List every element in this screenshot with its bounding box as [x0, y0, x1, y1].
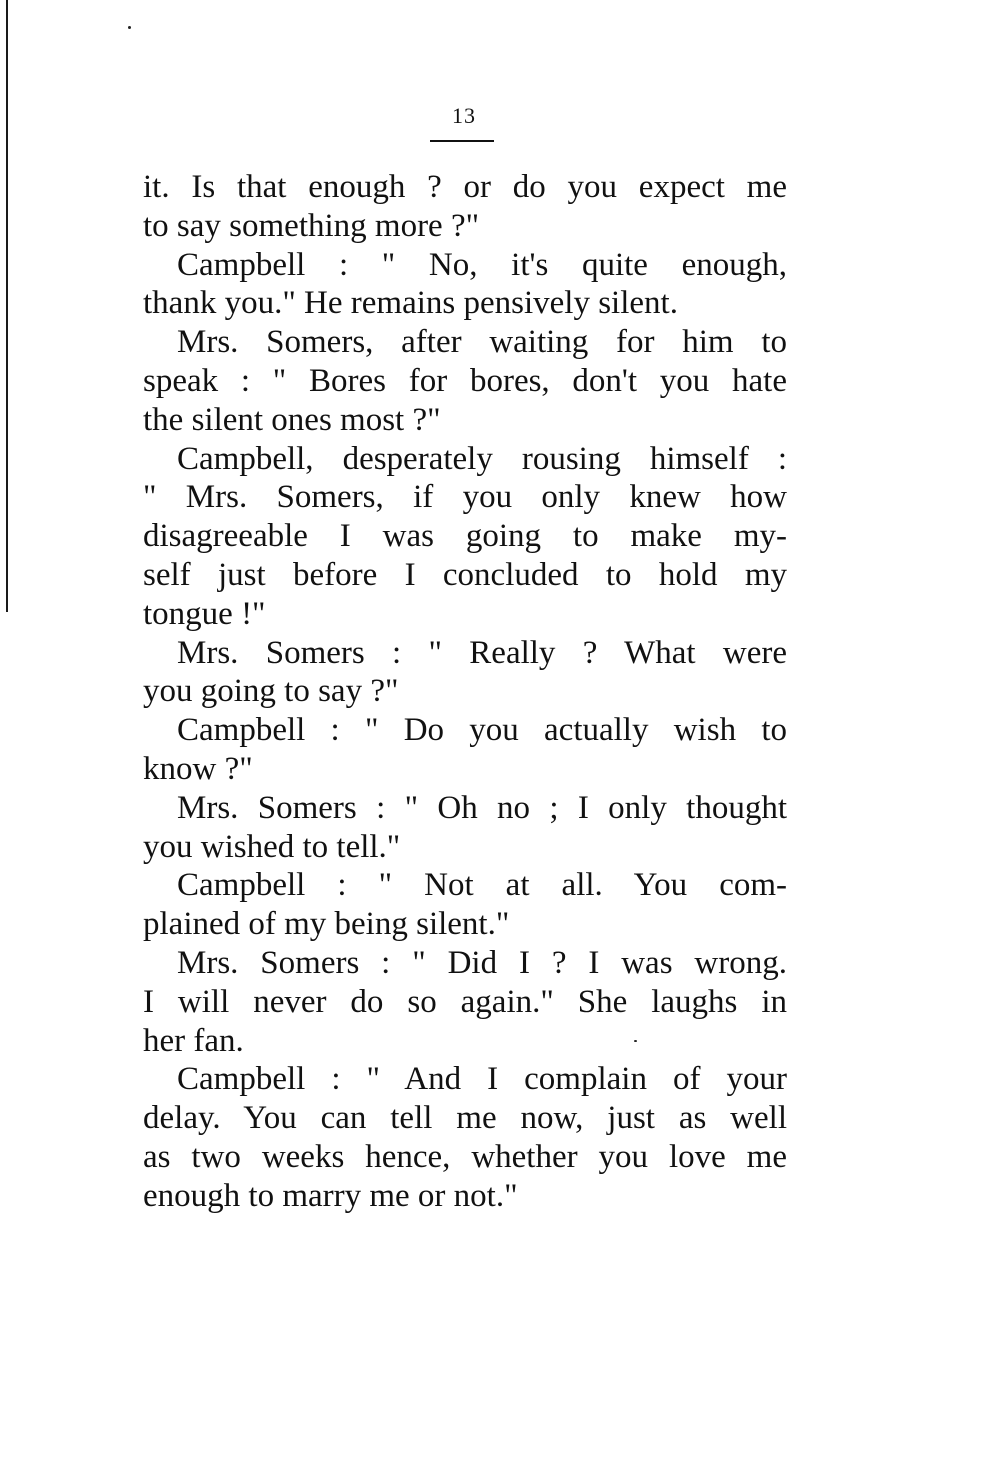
text-line: speak : " Bores for bores, don't you hate: [143, 362, 787, 399]
ink-speck: [128, 26, 131, 29]
text-line: enough to marry me or not.": [143, 1177, 518, 1214]
text-line: as two weeks hence, whether you love me: [143, 1138, 787, 1175]
text-line: " Mrs. Somers, if you only knew how: [143, 479, 787, 516]
text-line: you wished to tell.": [143, 828, 401, 865]
text-line: tongue !": [143, 595, 266, 632]
text-line: you going to say ?": [143, 673, 399, 710]
text-line: Mrs. Somers : " Did I ? I was wrong.: [177, 944, 787, 981]
page-edge-line: [6, 0, 8, 612]
text-line: her fan.: [143, 1022, 244, 1059]
text-line: the silent ones most ?": [143, 401, 441, 438]
text-line: Campbell : " Not at all. You com-: [177, 867, 787, 904]
text-line: thank you." He remains pensively silent.: [143, 285, 678, 322]
body-text: [143, 168, 787, 1216]
text-line: disagreeable I was going to make my-: [143, 518, 787, 555]
text-line: Campbell : " No, it's quite enough,: [177, 246, 787, 283]
text-line: delay. You can tell me now, just as well: [143, 1100, 787, 1137]
text-line: I will never do so again." She laughs in: [143, 983, 787, 1020]
page-number: 13: [452, 103, 476, 128]
text-line: plained of my being silent.": [143, 906, 510, 943]
text-line: Campbell : " Do you actually wish to: [177, 712, 787, 749]
text-line: Campbell : " And I complain of your: [177, 1061, 787, 1098]
text-line: Mrs. Somers : " Oh no ; I only thought: [177, 789, 787, 826]
page-number-rule: [430, 140, 494, 142]
text-line: to say something more ?": [143, 207, 480, 244]
text-line: Mrs. Somers : " Really ? What were: [177, 634, 787, 671]
text-line: self just before I concluded to hold my: [143, 556, 787, 593]
text-line: Campbell, desperately rousing himself :: [177, 440, 787, 477]
text-line: it. Is that enough ? or do you expect me: [143, 169, 787, 205]
text-line: know ?": [143, 750, 253, 787]
text-line: Mrs. Somers, after waiting for him to: [177, 324, 787, 361]
